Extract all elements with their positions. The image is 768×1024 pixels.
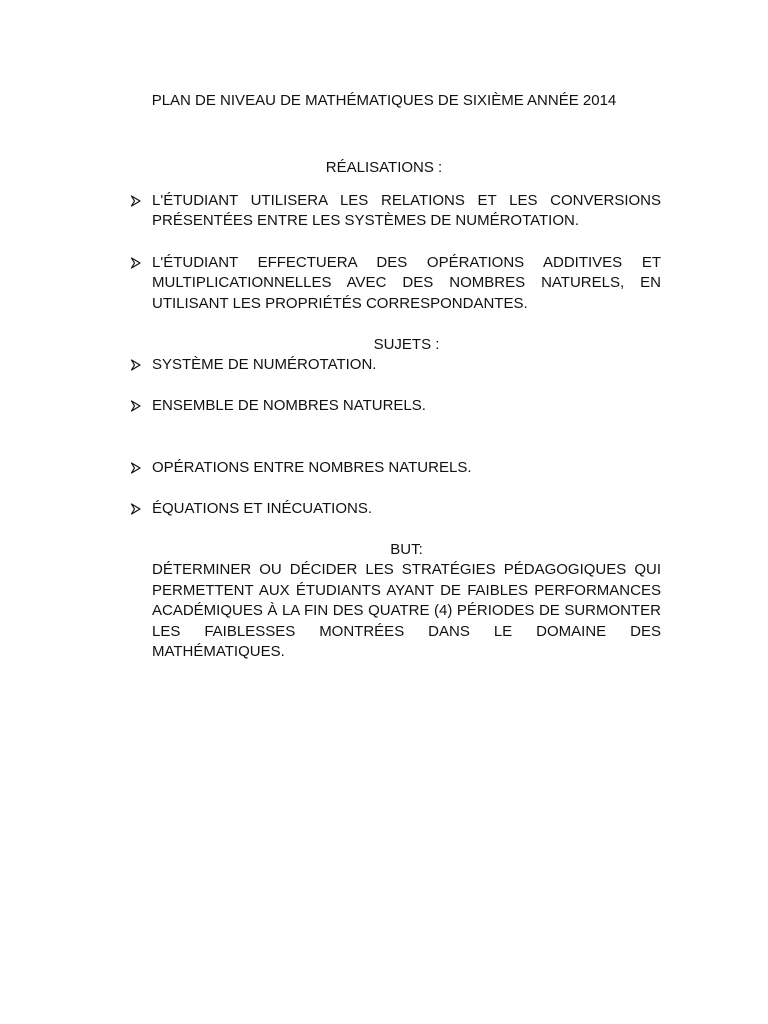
sujet-item [130, 458, 661, 478]
sujet-text: ENSEMBLE DE NOMBRES NATURELS. [152, 397, 426, 414]
realisation-item [130, 191, 661, 232]
sujets-heading: SUJETS : [373, 336, 440, 353]
realisation-text: L'ÉTUDIANT UTILISERA LES RELATIONS ET LES CONVERSIONS PRÉSENTÉES ENTRE LES SYSTÈMES DE NUMÉROTATION. [152, 192, 661, 230]
sujet-item [130, 396, 661, 416]
sujet-text: SYSTÈME DE NUMÉROTATION. [152, 356, 377, 373]
arrowhead-bullet-icon [130, 499, 144, 519]
but-text: DÉTERMINER OU DÉCIDER LES STRATÉGIES PÉDAGOGIQUES QUI PERMETTENT AUX ÉTUDIANTS AYANT DE FAIBLES PERFORMANCES ACADÉMIQUES À LA FIN DES QUATRE (4) PÉRIODES DE SURMONTER LES FAIBLESSES MONTRÉES DANS LE DOMAINE DES MATHÉMATIQUES. [152, 561, 661, 660]
realisation-item [130, 253, 661, 314]
sujet-item [130, 355, 661, 375]
sujet-text: OPÉRATIONS ENTRE NOMBRES NATURELS. [152, 459, 472, 476]
arrowhead-bullet-icon [130, 355, 144, 375]
arrowhead-bullet-icon [130, 396, 144, 416]
arrowhead-bullet-icon [130, 458, 144, 478]
realisations-heading: RÉALISATIONS : [325, 159, 443, 176]
realisation-text: L'ÉTUDIANT EFFECTUERA DES OPÉRATIONS ADDITIVES ET MULTIPLICATIONNELLES AVEC DES NOMBRES NATURELS, EN UTILISANT LES PROPRIÉTÉS CORRESPONDANTES. [152, 254, 661, 312]
sujet-text: ÉQUATIONS ET INÉCUATIONS. [152, 500, 373, 517]
document-title: PLAN DE NIVEAU DE MATHÉMATIQUES DE SIXIÈME ANNÉE 2014 [151, 92, 617, 109]
arrowhead-bullet-icon [130, 253, 144, 273]
sujet-item [130, 499, 661, 519]
arrowhead-bullet-icon [130, 191, 144, 211]
but-heading: BUT: [390, 541, 423, 558]
